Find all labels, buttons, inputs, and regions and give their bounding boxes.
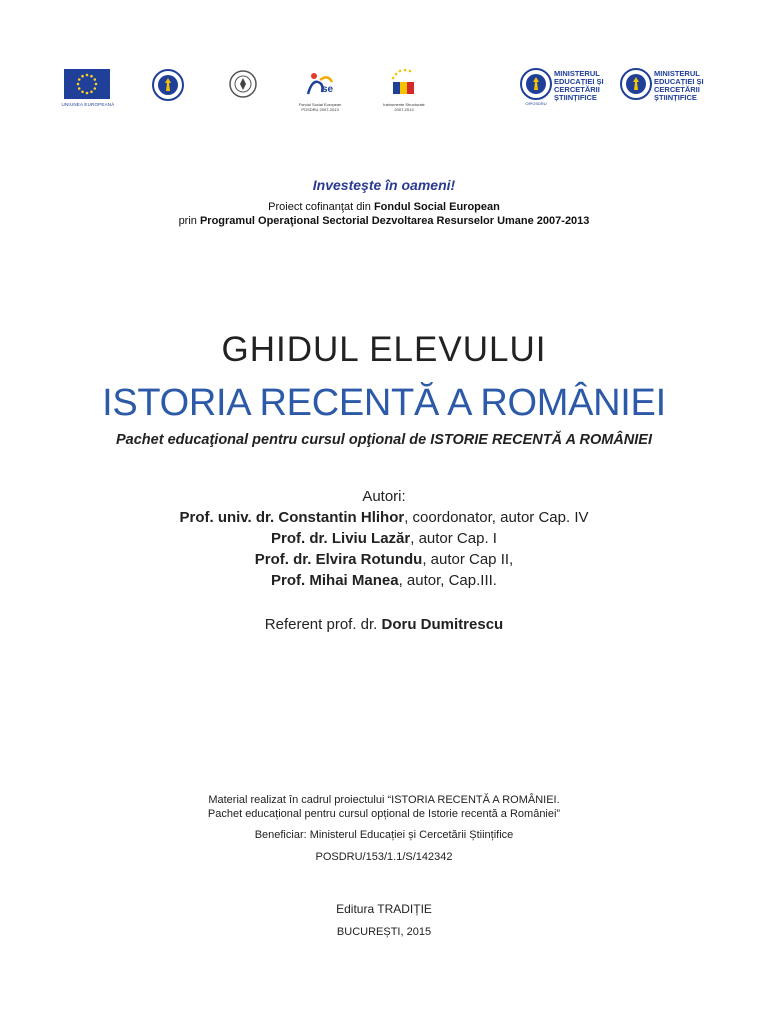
ministry-label-2-line2: EDUCAȚIEI ȘI: [654, 77, 704, 86]
eu-flag-logo: [64, 69, 110, 99]
subtitle: Pachet educaţional pentru cursul opţional de ISTORIE RECENTĂ A ROMÂNIEI: [115, 432, 653, 448]
material-line-1: Material realizat în cadrul proiectului “ISTORIA RECENTĂ A ROMÂNIEI.: [208, 794, 560, 806]
author-2-name: Prof. dr. Liviu Lazăr: [271, 530, 411, 547]
fse-caption-line1: Fondul Social European: [298, 102, 342, 107]
project-line-1-bold: Fondul Social European: [373, 201, 500, 213]
fse-caption-line2: POSDRU 2007-2013: [301, 107, 339, 112]
ministry-label-1-line1: MINISTERUL: [554, 69, 600, 78]
project-line-2-prefix: prin: [178, 215, 200, 227]
title-line-1: GHIDUL ELEVULUI: [221, 330, 547, 369]
author-4-role: , autor, Cap.III.: [398, 572, 497, 589]
ministry-label-2-line1: MINISTERUL: [654, 69, 700, 78]
is-caption-line2: 2007-2013: [394, 107, 414, 112]
oiposdru-caption: OIPOSDRU: [525, 101, 547, 106]
project-line-2-bold: Programul Operaţional Sectorial Dezvoltarea Resurselor Umane 2007-2013: [199, 215, 590, 227]
material-line-2: Pachet educațional pentru cursul opțional de Istorie recentă a României”: [207, 808, 561, 820]
author-3: [0, 549, 768, 570]
ministry-seal-logo-1: [520, 68, 552, 105]
publisher: Editura TRADIȚIE: [336, 902, 432, 916]
beneficiary: Beneficiar: Ministerul Educației și Cercetării Științifice: [254, 829, 514, 841]
author-1-name: Prof. univ. dr. Constantin Hlihor: [179, 509, 405, 526]
author-2-role: , autor Cap. I: [410, 530, 497, 547]
fse-logo: [302, 68, 336, 103]
project-code: POSDRU/153/1.1/S/142342: [315, 851, 453, 863]
authors-heading: Autori:: [362, 488, 406, 505]
author-4: [0, 570, 768, 591]
material-note: [0, 793, 768, 821]
author-1-role: , coordonator, autor Cap. IV: [404, 509, 589, 526]
project-line-1-prefix: Proiect cofinanţat din: [268, 201, 374, 213]
ministry-seal-logo-2: [620, 68, 652, 105]
ministry-label-1-line3: CERCETĂRII: [554, 85, 600, 94]
instrumente-structurale-logo: [385, 66, 421, 103]
referent-name: Doru Dumitrescu: [381, 616, 504, 633]
title-line-2: ISTORIA RECENTĂ A ROMÂNIEI: [102, 382, 666, 424]
ministry-label-2-line4: ȘTIINȚIFICE: [654, 93, 697, 102]
author-3-role: , autor Cap II,: [422, 551, 514, 568]
government-seal-logo: [152, 69, 184, 106]
authors-block: [0, 486, 768, 591]
ministry-label-1-line2: EDUCAȚIEI ȘI: [554, 77, 604, 86]
is-caption-line1: Instrumente Structurale: [383, 102, 425, 107]
project-line-2: [0, 215, 768, 227]
author-3-name: Prof. dr. Elvira Rotundu: [254, 551, 423, 568]
author-2: [0, 528, 768, 549]
eu-caption: UNIUNEA EUROPEANĂ: [61, 102, 115, 107]
ministry-label-1-line4: ȘTIINȚIFICE: [554, 93, 597, 102]
ministry-emblem-logo: [228, 69, 258, 106]
ministry-label-2-line3: CERCETĂRII: [654, 85, 700, 94]
place-year: BUCUREȘTI, 2015: [336, 926, 432, 938]
slogan: Investeşte în oameni!: [312, 177, 456, 193]
project-line-1: [0, 201, 768, 213]
author-1: [0, 507, 768, 528]
referent: [0, 616, 768, 633]
referent-prefix: Referent prof. dr.: [264, 616, 382, 633]
author-4-name: Prof. Mihai Manea: [271, 572, 399, 589]
svg-text:se: se: [322, 84, 334, 95]
